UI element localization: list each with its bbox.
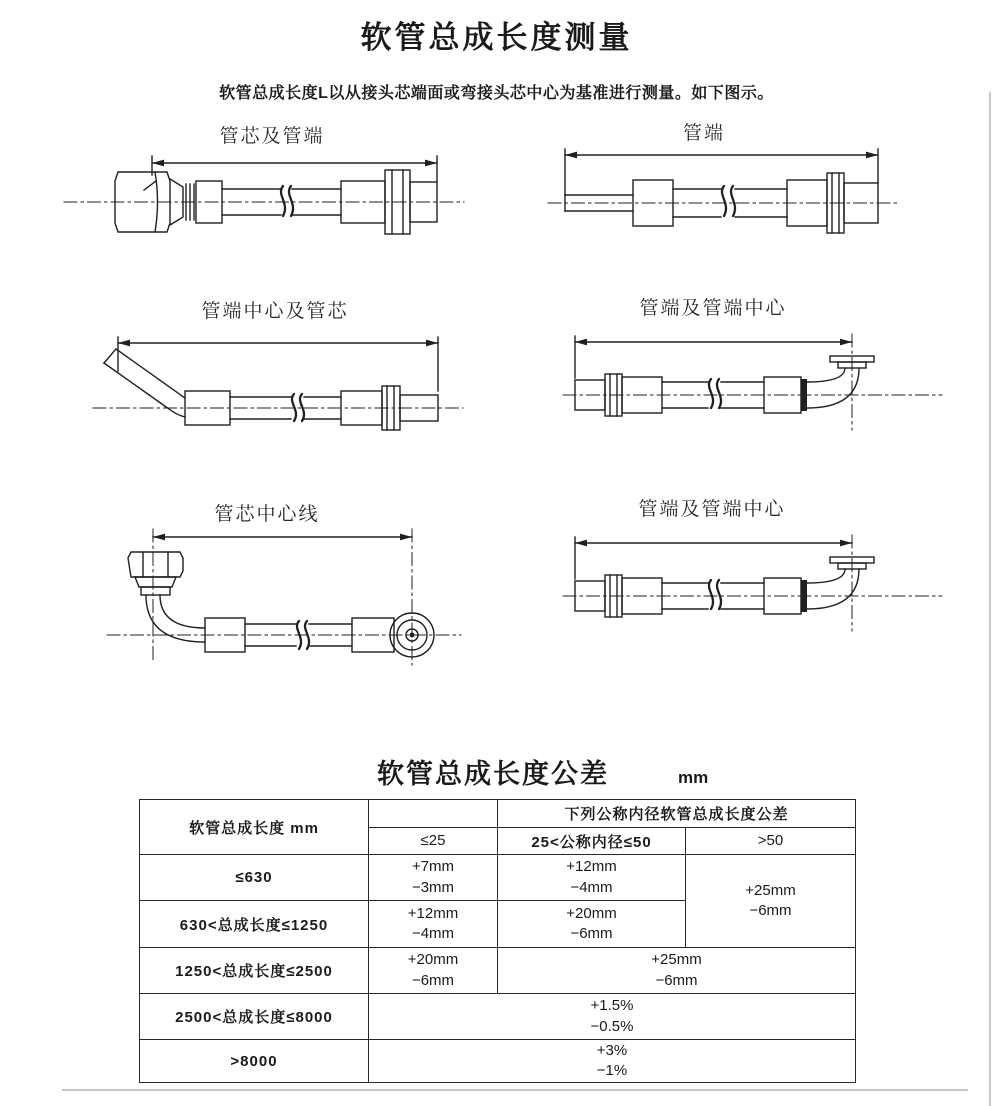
fig6-label: 管端及管端中心 xyxy=(638,499,786,520)
row2-length: 630<总成长度≤1250 xyxy=(140,901,369,948)
banjo-eye-fitting xyxy=(390,613,434,657)
hose-diagram-core-centreline xyxy=(95,525,475,675)
fig5-label: 管芯中心线 xyxy=(214,504,320,525)
tol-plus: +3% xyxy=(596,1041,628,1059)
dimension-line xyxy=(575,537,852,579)
header-group: 下列公称内径软管总成长度公差 xyxy=(498,800,856,828)
row4-tol-merged xyxy=(369,994,856,1040)
tol-plus: +20mm xyxy=(566,904,617,922)
row2-tol-le25 xyxy=(369,901,498,948)
fig3-label: 管端中心及管芯 xyxy=(201,301,349,322)
intro-text: 软管总成长度L以从接头芯端面或弯接头芯中心为基准进行测量。如下图示。 xyxy=(219,85,774,102)
header-empty-cell xyxy=(369,800,498,828)
tol-plus: +1.5% xyxy=(590,997,634,1015)
fig1-label: 管芯及管端 xyxy=(219,126,325,147)
row2-tol-mid xyxy=(498,901,686,948)
row5-length: >8000 xyxy=(140,1040,369,1083)
dimension-line xyxy=(152,156,437,181)
scan-bottom-edge-line xyxy=(62,1089,968,1091)
elbow-flange-fitting xyxy=(807,557,874,609)
elbow-female-fitting xyxy=(128,552,205,642)
elbow-flange-fitting xyxy=(807,356,874,408)
bent-tube xyxy=(104,349,185,417)
fig2-label: 管端 xyxy=(682,123,726,144)
header-bore3: >50 xyxy=(686,828,856,855)
row1-length: ≤630 xyxy=(140,855,369,901)
tol-minus: −3mm xyxy=(411,878,455,896)
row1-2-tol-gt50 xyxy=(686,855,856,948)
dimension-line xyxy=(153,534,412,541)
tol-plus: +12mm xyxy=(407,904,459,922)
header-length-col: 软管总成长度 mm xyxy=(140,800,369,855)
row1-tol-le25 xyxy=(369,855,498,901)
tol-minus: −4mm xyxy=(570,878,613,896)
dimension-line xyxy=(118,337,438,391)
hose-diagram-core-and-end xyxy=(60,148,470,272)
hose-diagram-end-and-elbow-centre xyxy=(560,330,950,455)
hose-diagram-end-centre-and-core xyxy=(85,325,470,450)
tol-plus: +25mm xyxy=(651,951,702,969)
dimension-line xyxy=(575,336,852,378)
page-title: 软管总成长度测量 xyxy=(360,20,633,55)
fig4-label: 管端及管端中心 xyxy=(639,298,787,319)
scan-right-edge-line xyxy=(989,92,991,1106)
tol-minus: −6mm xyxy=(570,925,613,942)
tol-plus: +7mm xyxy=(411,858,455,876)
row1-tol-mid xyxy=(498,855,686,901)
row5-tol-merged xyxy=(369,1040,856,1083)
tol-minus: −6mm xyxy=(655,971,698,989)
hose-diagram-pipe-end xyxy=(545,145,900,265)
row3-tol-le25 xyxy=(369,948,498,994)
tol-minus: −1% xyxy=(596,1062,628,1079)
header-bore2: 25<公称内径≤50 xyxy=(498,828,686,855)
tol-plus: +20mm xyxy=(407,951,459,969)
row3-tol-merged xyxy=(498,948,856,994)
tolerance-unit: mm xyxy=(678,768,709,787)
tol-minus: −6mm xyxy=(749,902,792,919)
hose-diagram-end-and-elbow-centre-2 xyxy=(560,531,950,656)
tolerance-title: 软管总成长度公差 xyxy=(377,759,609,789)
tol-minus: −4mm xyxy=(411,925,455,942)
hose-body xyxy=(222,186,341,216)
row4-length: 2500<总成长度≤8000 xyxy=(140,994,369,1040)
tolerance-table xyxy=(139,799,856,1083)
tol-minus: −6mm xyxy=(411,971,455,989)
row3-length: 1250<总成长度≤2500 xyxy=(140,948,369,994)
tol-plus: +12mm xyxy=(566,858,617,876)
header-bore1: ≤25 xyxy=(369,828,498,855)
tol-plus: +25mm xyxy=(745,881,796,899)
tol-minus: −0.5% xyxy=(590,1017,634,1035)
